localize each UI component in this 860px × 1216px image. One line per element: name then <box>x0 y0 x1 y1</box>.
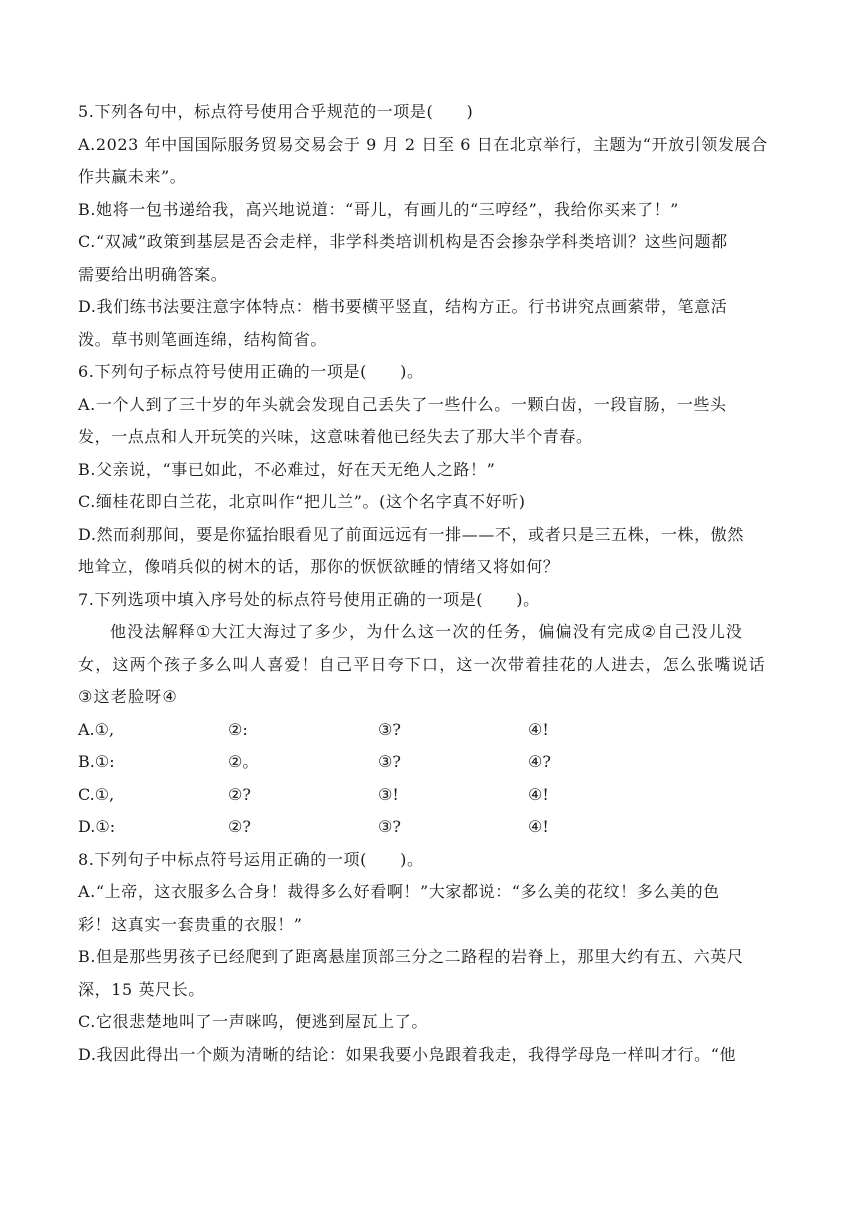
q6-option-a-line2: 发，一点点和人开玩笑的兴味，这意味着他已经失去了那大半个青春。 <box>78 427 593 446</box>
q6-option-b: B.父亲说，“事已如此，不必难过，好在天无绝人之路！” <box>78 459 496 479</box>
q5-option-c-line1: C.“双减”政策到基层是否会走样，非学科类培训机构是否会掺杂学科类培训？这些问题都 <box>78 232 728 251</box>
q8-option-a-line1: A.“上帝，这衣服多么合身！裁得多么好看啊！”大家都说：“多么美的花纹！多么美的色 <box>78 882 720 901</box>
document-page <box>78 96 778 1071</box>
q7-option-a-blank4: ④! <box>528 719 549 739</box>
q5-title: 5.下列各句中，标点符号使用合乎规范的一项是( ) <box>78 102 474 121</box>
q5-option-c-line2: 需要给出明确答案。 <box>78 264 228 284</box>
q7-option-b-blank2: ②。 <box>228 752 259 771</box>
q8-option-c: C.它很悲楚地叫了一声咪呜，便逃到屋瓦上了。 <box>78 1012 428 1031</box>
q7-option-a-blank3: ③? <box>378 719 401 739</box>
q7-passage-line1: 他没法解释①大江大海过了多少，为什么这一次的任务，偏偏没有完成②自己没儿没 <box>110 622 744 641</box>
q7-option-c-blank4: ④! <box>528 784 549 804</box>
q7-option-d-blank1: D.①: <box>78 817 116 836</box>
q7-option-c-blank3: ③! <box>378 784 399 804</box>
q8-option-a-line2: 彩！这真实一套贵重的衣服！” <box>78 914 303 934</box>
q5-option-a-line2: 作共赢未来”。 <box>78 167 187 186</box>
q7-option-c-blank1: C.①, <box>78 784 115 804</box>
q7-option-a-blank2: ②: <box>228 719 248 739</box>
q6-option-a-line1: A.一个人到了三十岁的年头就会发现自己丢失了一些什么。一颗白齿，一段盲肠，一些头 <box>78 394 727 414</box>
q8-option-b-line1: B.但是那些男孩子已经爬到了距离悬崖顶部三分之二路程的岩脊上，那里大约有五、六英尺 <box>78 947 744 966</box>
q7-passage-line3: ③这老脸呀④ <box>78 687 178 706</box>
q7-option-a <box>78 714 778 747</box>
q7-option-d <box>78 811 778 844</box>
q6-option-c: C.缅桂花即白兰花，北京叫作“把儿兰”。(这个名字真不好听) <box>78 492 526 511</box>
q7-option-d-blank4: ④! <box>528 817 549 836</box>
q7-option-b-blank4: ④? <box>528 752 551 771</box>
q5-option-d-line1: D.我们练书法要注意字体特点：楷书要横平竖直，结构方正。行书讲究点画萦带，笔意活 <box>78 297 728 316</box>
q5-option-d-line2: 泼。草书则笔画连绵，结构简省。 <box>78 329 328 349</box>
q7-passage-line2: 女，这两个孩子多么叫人喜爱！自己平日夸下口，这一次带着挂花的人进去，怎么张嘴说话 <box>78 654 767 674</box>
q7-option-d-blank2: ②? <box>228 817 251 836</box>
q5-option-b: B.她将一包书递给我，高兴地说道：“哥儿，有画儿的“三哼经”，我给你买来了！” <box>78 199 679 219</box>
q5-option-a-line1: A.2023 年中国国际服务贸易交易会于 9 月 2 日至 6 日在北京举行，主题为“开放引领发展合 <box>78 134 768 154</box>
q6-option-d-line1: D.然而刹那间，要是你猛抬眼看见了前面远远有一排——不，或者只是三五株，一株，傲然 <box>78 524 744 544</box>
q6-option-d-line2: 地耸立，像哨兵似的树木的话，那你的恹恹欲睡的情绪又将如何？ <box>78 557 560 576</box>
q8-option-b-line2: 深，15 英尺长。 <box>78 979 205 999</box>
q7-option-a-blank1: A.①, <box>78 719 115 739</box>
q7-option-c-blank2: ②? <box>228 784 251 804</box>
q7-option-b-blank3: ③? <box>378 752 401 771</box>
q8-option-d-line1: D.我因此得出一个颇为清晰的结论：如果我要小凫跟着我走，我得学母凫一样叫才行。“他 <box>78 1044 737 1064</box>
q7-option-d-blank3: ③? <box>378 817 401 836</box>
q7-title: 7.下列选项中填入序号处的标点符号使用正确的一项是( )。 <box>78 589 540 609</box>
q7-option-c <box>78 779 778 812</box>
q6-title: 6.下列句子标点符号使用正确的一项是( )。 <box>78 362 424 381</box>
q7-option-b-blank1: B.①: <box>78 752 115 771</box>
q7-option-b <box>78 746 778 779</box>
q8-title: 8.下列句子中标点符号运用正确的一项( )。 <box>78 849 424 869</box>
